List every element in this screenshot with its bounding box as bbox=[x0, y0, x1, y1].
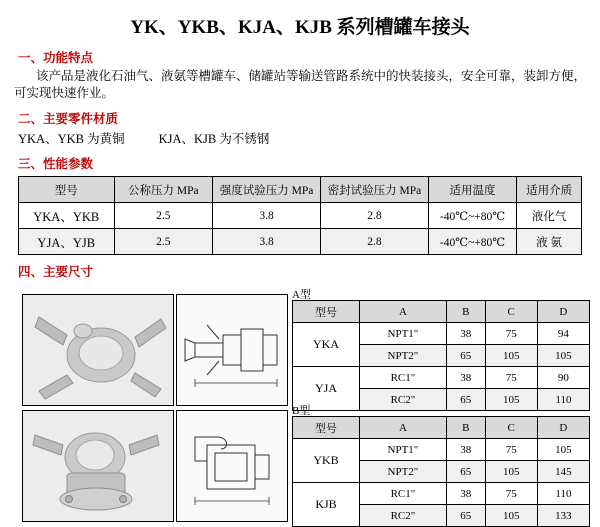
drawing-b-graphic bbox=[177, 411, 287, 521]
cell-d: 145 bbox=[537, 461, 589, 483]
cell-nominal: 2.5 bbox=[114, 203, 213, 229]
performance-table bbox=[18, 176, 582, 255]
cell-model: YKA bbox=[293, 323, 360, 367]
cell-model: YKA、YKB bbox=[19, 203, 115, 229]
photo-b-graphic bbox=[23, 411, 173, 521]
cell-d: 94 bbox=[537, 323, 589, 345]
col-seal-pressure: 密封试验压力 MPa bbox=[320, 177, 428, 203]
table-header-row bbox=[19, 177, 582, 203]
cell-c: 105 bbox=[485, 345, 537, 367]
photo-a-graphic bbox=[23, 295, 173, 405]
page-title: YK、YKB、KJA、KJB 系列槽罐车接头 bbox=[130, 17, 470, 38]
cell-strength: 3.8 bbox=[213, 229, 321, 255]
cell-a: RC1" bbox=[360, 483, 447, 505]
col-model: 型号 bbox=[19, 177, 115, 203]
cell-temp: -40℃~+80℃ bbox=[428, 203, 516, 229]
type-b-table-wrap bbox=[292, 416, 590, 527]
col-d: D bbox=[537, 301, 589, 323]
cell-b: 65 bbox=[446, 461, 485, 483]
col-strength-pressure: 强度试验压力 MPa bbox=[213, 177, 321, 203]
col-b: B bbox=[446, 301, 485, 323]
col-model: 型号 bbox=[293, 417, 360, 439]
col-d: D bbox=[537, 417, 589, 439]
material-brass: YKA、YKB 为黄铜 bbox=[18, 132, 125, 146]
cell-c: 75 bbox=[485, 367, 537, 389]
cell-d: 105 bbox=[537, 345, 589, 367]
cell-strength: 3.8 bbox=[213, 203, 321, 229]
col-medium: 适用介质 bbox=[517, 177, 582, 203]
drawing-a-graphic bbox=[177, 295, 287, 405]
type-a-label: A型 bbox=[292, 289, 311, 301]
table-row bbox=[19, 229, 582, 255]
cell-a: RC2" bbox=[360, 505, 447, 527]
table-row bbox=[293, 483, 590, 505]
type-a-table-wrap bbox=[292, 300, 590, 411]
table-row bbox=[293, 367, 590, 389]
cell-d: 110 bbox=[537, 389, 589, 411]
cell-c: 105 bbox=[485, 461, 537, 483]
line-drawing-type-b bbox=[176, 410, 288, 522]
cell-model: KJB bbox=[293, 483, 360, 527]
section-heading-features: 一、功能特点 bbox=[18, 51, 94, 65]
cell-seal: 2.8 bbox=[320, 229, 428, 255]
cell-a: NPT1" bbox=[360, 323, 447, 345]
table-header-row bbox=[293, 417, 590, 439]
cell-b: 38 bbox=[446, 483, 485, 505]
col-a: A bbox=[360, 301, 447, 323]
table-header-row bbox=[293, 301, 590, 323]
col-c: C bbox=[485, 301, 537, 323]
material-stainless: KJA、KJB 为不锈钢 bbox=[158, 132, 270, 146]
col-model: 型号 bbox=[293, 301, 360, 323]
cell-seal: 2.8 bbox=[320, 203, 428, 229]
cell-a: NPT1" bbox=[360, 439, 447, 461]
cell-a: RC1" bbox=[360, 367, 447, 389]
cell-d: 110 bbox=[537, 483, 589, 505]
section-heading-dimensions: 四、主要尺寸 bbox=[18, 265, 94, 279]
col-nominal-pressure: 公称压力 MPa bbox=[114, 177, 213, 203]
cell-b: 38 bbox=[446, 439, 485, 461]
cell-a: RC2" bbox=[360, 389, 447, 411]
type-a-dimensions-table bbox=[292, 300, 590, 411]
cell-c: 105 bbox=[485, 389, 537, 411]
cell-d: 133 bbox=[537, 505, 589, 527]
material-text bbox=[18, 129, 600, 147]
col-b: B bbox=[446, 417, 485, 439]
cell-b: 38 bbox=[446, 323, 485, 345]
cell-model: YJA bbox=[293, 367, 360, 411]
cell-b: 65 bbox=[446, 389, 485, 411]
table-row bbox=[293, 439, 590, 461]
cell-model: YKB bbox=[293, 439, 360, 483]
cell-b: 65 bbox=[446, 505, 485, 527]
product-photo-type-b bbox=[22, 410, 174, 522]
cell-c: 75 bbox=[485, 483, 537, 505]
product-photo-type-a bbox=[22, 294, 174, 406]
cell-d: 105 bbox=[537, 439, 589, 461]
cell-a: NPT2" bbox=[360, 461, 447, 483]
col-c: C bbox=[485, 417, 537, 439]
cell-a: NPT2" bbox=[360, 345, 447, 367]
cell-nominal: 2.5 bbox=[114, 229, 213, 255]
line-drawing-type-a bbox=[176, 294, 288, 406]
table-row bbox=[19, 203, 582, 229]
cell-medium: 液 氨 bbox=[517, 229, 582, 255]
cell-temp: -40℃~+80℃ bbox=[428, 229, 516, 255]
cell-d: 90 bbox=[537, 367, 589, 389]
cell-model: YJA、YJB bbox=[19, 229, 115, 255]
col-temperature: 适用温度 bbox=[428, 177, 516, 203]
features-paragraph: 该产品是液化石油气、液氨等槽罐车、储罐站等输送管路系统中的快装接头，安全可靠，装卸方便，可实现快速作业。 bbox=[14, 69, 587, 100]
cell-medium: 液化气 bbox=[517, 203, 582, 229]
type-b-dimensions-table bbox=[292, 416, 590, 527]
cell-c: 75 bbox=[485, 323, 537, 345]
table-row bbox=[293, 323, 590, 345]
features-text bbox=[14, 68, 586, 102]
cell-c: 75 bbox=[485, 439, 537, 461]
col-a: A bbox=[360, 417, 447, 439]
cell-b: 38 bbox=[446, 367, 485, 389]
section-heading-material: 二、主要零件材质 bbox=[18, 112, 119, 126]
cell-b: 65 bbox=[446, 345, 485, 367]
type-b-label: B型 bbox=[292, 405, 311, 417]
cell-c: 105 bbox=[485, 505, 537, 527]
section-heading-performance: 三、性能参数 bbox=[18, 157, 94, 171]
